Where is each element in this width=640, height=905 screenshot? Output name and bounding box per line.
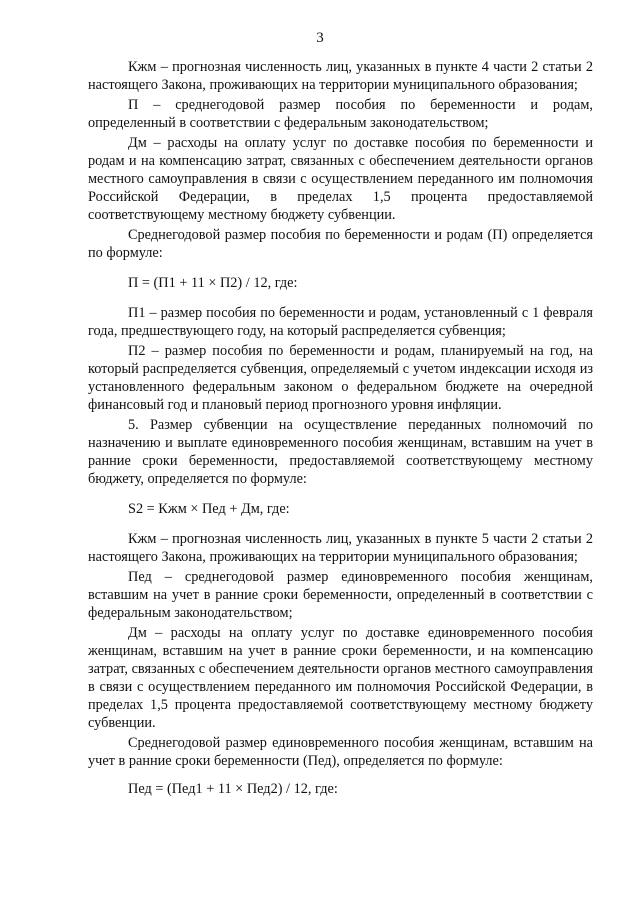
paragraph: П2 – размер пособия по беременности и родам, планируемый на год, на который распределяется субвенция, определяемый с учетом индексации исходя из установленного федеральным законом о федеральном бюджете на очередной финансовый год и плановый период прогнозного уровня инфляции. <box>88 343 593 413</box>
paragraph: 5. Размер субвенции на осуществление переданных полномочий по назначению и выплате единовременного пособия женщинам, вставшим на учет в ранние сроки беременности, предоставляемой соответствующему местному бюджету, определяется по формуле: <box>88 417 593 487</box>
paragraph: П – среднегодовой размер пособия по беременности и родам, определенный в соответствии с федеральным законодательством; <box>88 97 593 131</box>
formula: Пед = (Пед1 + 11 × Пед2) / 12, где: <box>128 781 338 797</box>
formula: S2 = Кжм × Пед + Дм, где: <box>128 501 290 517</box>
paragraph: Кжм – прогнозная численность лиц, указанных в пункте 4 части 2 статьи 2 настоящего Закона, проживающих на территории муниципального образования; <box>88 59 593 93</box>
paragraph: Пед – среднегодовой размер единовременного пособия женщинам, вставшим на учет в ранние сроки беременности, определенный в соответствии с федеральным законодательством; <box>88 569 593 621</box>
document-body <box>88 58 593 798</box>
formula: П = (П1 + 11 × П2) / 12, где: <box>128 275 298 291</box>
paragraph: П1 – размер пособия по беременности и родам, установленный с 1 февраля года, предшествующего году, на который распределяется субвенция; <box>88 305 593 339</box>
paragraph: Среднегодовой размер пособия по беременности и родам (П) определяется по формуле: <box>88 227 593 261</box>
paragraph: Дм – расходы на оплату услуг по доставке пособия по беременности и родам и на компенсацию затрат, связанных с обеспечением деятельности органов местного самоуправления в связи с осуществлением переданного им полномочия Российской Федерации, в пределах 1,5 процента предоставляемой соответствующему местному бюджету субвенции. <box>88 135 593 223</box>
paragraph: Дм – расходы на оплату услуг по доставке единовременного пособия женщинам, вставшим на учет в ранние сроки беременности, и на компенсацию затрат, связанных с обеспечением деятельности органов местного самоуправления в связи с осуществлением переданного им полномочия Российской Федерации, в пределах 1,5 процента предоставляемой соответствующему местному бюджету субвенции. <box>88 625 593 731</box>
paragraph: Среднегодовой размер единовременного пособия женщинам, вставшим на учет в ранние сроки беременности (Пед), определяется по формуле: <box>88 735 593 769</box>
paragraph: Кжм – прогнозная численность лиц, указанных в пункте 5 части 2 статьи 2 настоящего Закона, проживающих на территории муниципального образования; <box>88 531 593 565</box>
page-number: 3 <box>316 30 324 46</box>
